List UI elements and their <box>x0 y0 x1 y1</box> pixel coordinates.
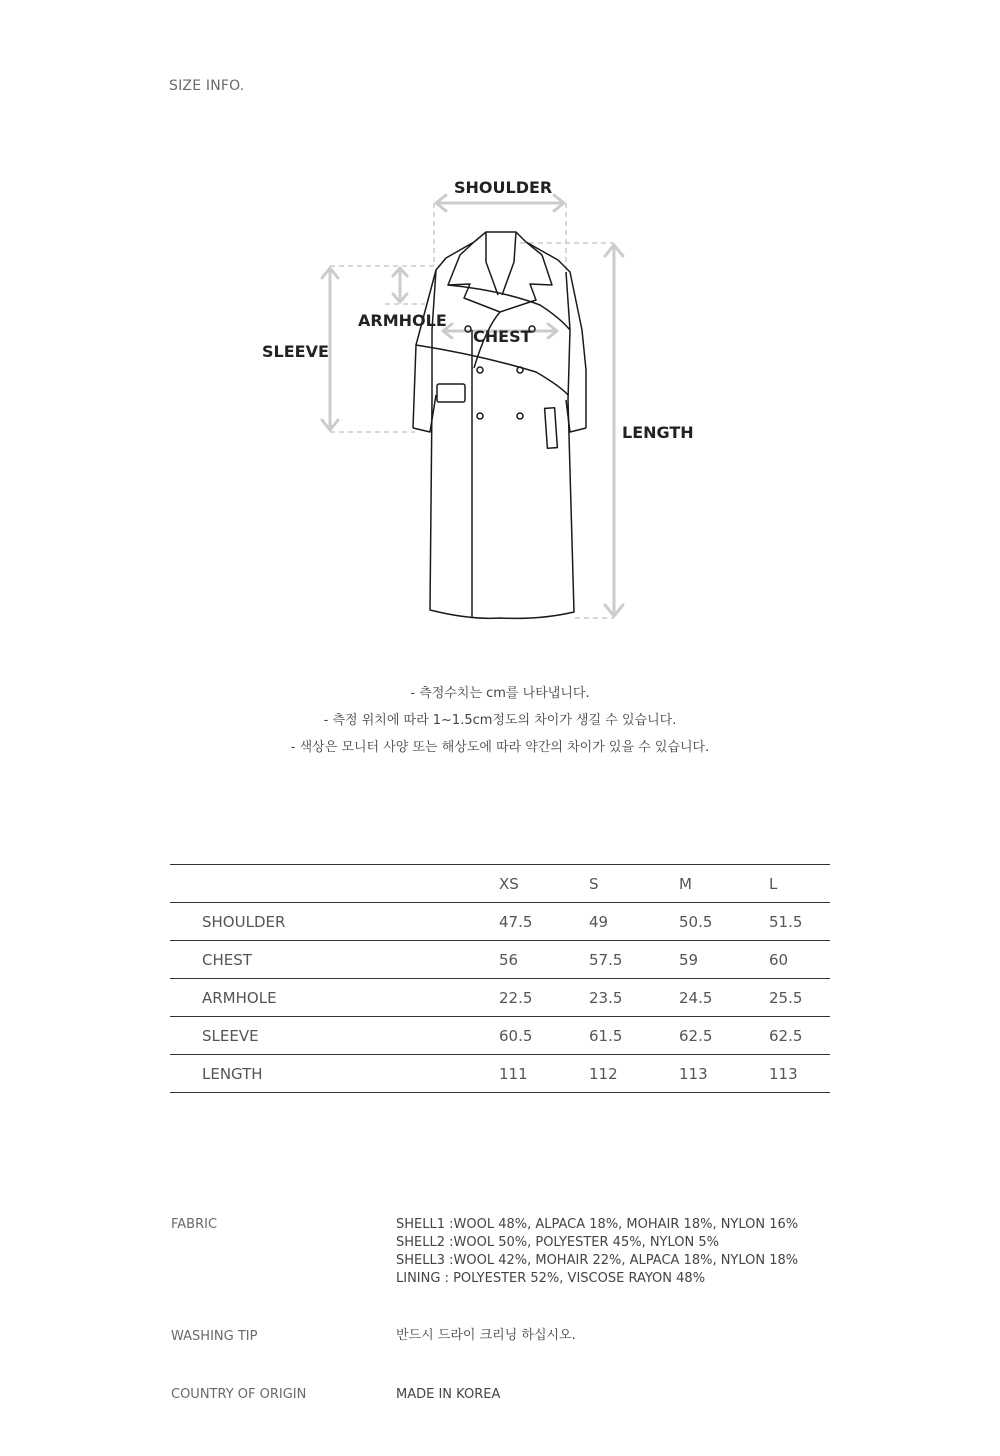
table-cell: 60 <box>769 941 830 979</box>
table-cell: 22.5 <box>499 979 589 1017</box>
table-cell: 51.5 <box>769 903 830 941</box>
table-cell: 56 <box>499 941 589 979</box>
table-cell: 25.5 <box>769 979 830 1017</box>
fabric-line: SHELL2 :WOOL 50%, POLYESTER 45%, NYLON 5% <box>396 1235 719 1250</box>
size-table <box>170 864 830 1093</box>
table-cell: 62.5 <box>769 1017 830 1055</box>
table-cell: 111 <box>499 1055 589 1093</box>
country-of-origin-value: MADE IN KOREA <box>396 1387 501 1402</box>
table-cell: 49 <box>589 903 679 941</box>
fabric-line: SHELL1 :WOOL 48%, ALPACA 18%, MOHAIR 18%, NYLON 16% <box>396 1217 799 1232</box>
column-header: XS <box>499 865 589 903</box>
table-corner-cell <box>170 865 499 903</box>
table-cell: 112 <box>589 1055 679 1093</box>
washing-tip-value: 반드시 드라이 크리닝 하십시오. <box>396 1328 576 1343</box>
table-row <box>170 903 830 941</box>
table-cell: 23.5 <box>589 979 679 1017</box>
table-cell: 24.5 <box>679 979 769 1017</box>
fabric-line: LINING : POLYESTER 52%, VISCOSE RAYON 48% <box>396 1271 706 1286</box>
country-of-origin-label: COUNTRY OF ORIGIN <box>171 1387 307 1402</box>
coat-outline <box>413 232 586 618</box>
fabric-label: FABRIC <box>171 1217 218 1232</box>
label-armhole: ARMHOLE <box>358 311 447 330</box>
table-row <box>170 979 830 1017</box>
washing-tip-label: WASHING TIP <box>171 1329 258 1344</box>
note-line: - 색상은 모니터 사양 또는 해상도에 따라 약간의 차이가 있을 수 있습니다. <box>290 740 710 755</box>
row-label: SLEEVE <box>170 1017 499 1055</box>
table-header-row <box>170 865 830 903</box>
table-cell: 59 <box>679 941 769 979</box>
fabric-line: SHELL3 :WOOL 42%, MOHAIR 22%, ALPACA 18%, NYLON 18% <box>396 1253 799 1268</box>
label-length: LENGTH <box>622 423 694 442</box>
table-cell: 50.5 <box>679 903 769 941</box>
table-cell: 47.5 <box>499 903 589 941</box>
note-line: - 측정 위치에 따라 1~1.5cm정도의 차이가 생길 수 있습니다. <box>323 713 677 728</box>
column-header: L <box>769 865 830 903</box>
row-label: SHOULDER <box>170 903 499 941</box>
table-cell: 113 <box>679 1055 769 1093</box>
table-cell: 57.5 <box>589 941 679 979</box>
fabric-composition <box>396 1216 798 1288</box>
row-label: ARMHOLE <box>170 979 499 1017</box>
label-shoulder: SHOULDER <box>454 178 553 197</box>
table-cell: 61.5 <box>589 1017 679 1055</box>
label-chest: CHEST <box>473 327 532 346</box>
label-sleeve: SLEEVE <box>262 342 329 361</box>
table-row <box>170 1055 830 1093</box>
table-cell: 60.5 <box>499 1017 589 1055</box>
row-label: LENGTH <box>170 1055 499 1093</box>
table-cell: 62.5 <box>679 1017 769 1055</box>
table-cell: 113 <box>769 1055 830 1093</box>
column-header: S <box>589 865 679 903</box>
row-label: CHEST <box>170 941 499 979</box>
table-row <box>170 941 830 979</box>
page-title: SIZE INFO. <box>169 78 245 94</box>
table-row <box>170 1017 830 1055</box>
note-line: - 측정수치는 cm를 나타냅니다. <box>410 686 590 701</box>
column-header: M <box>679 865 769 903</box>
